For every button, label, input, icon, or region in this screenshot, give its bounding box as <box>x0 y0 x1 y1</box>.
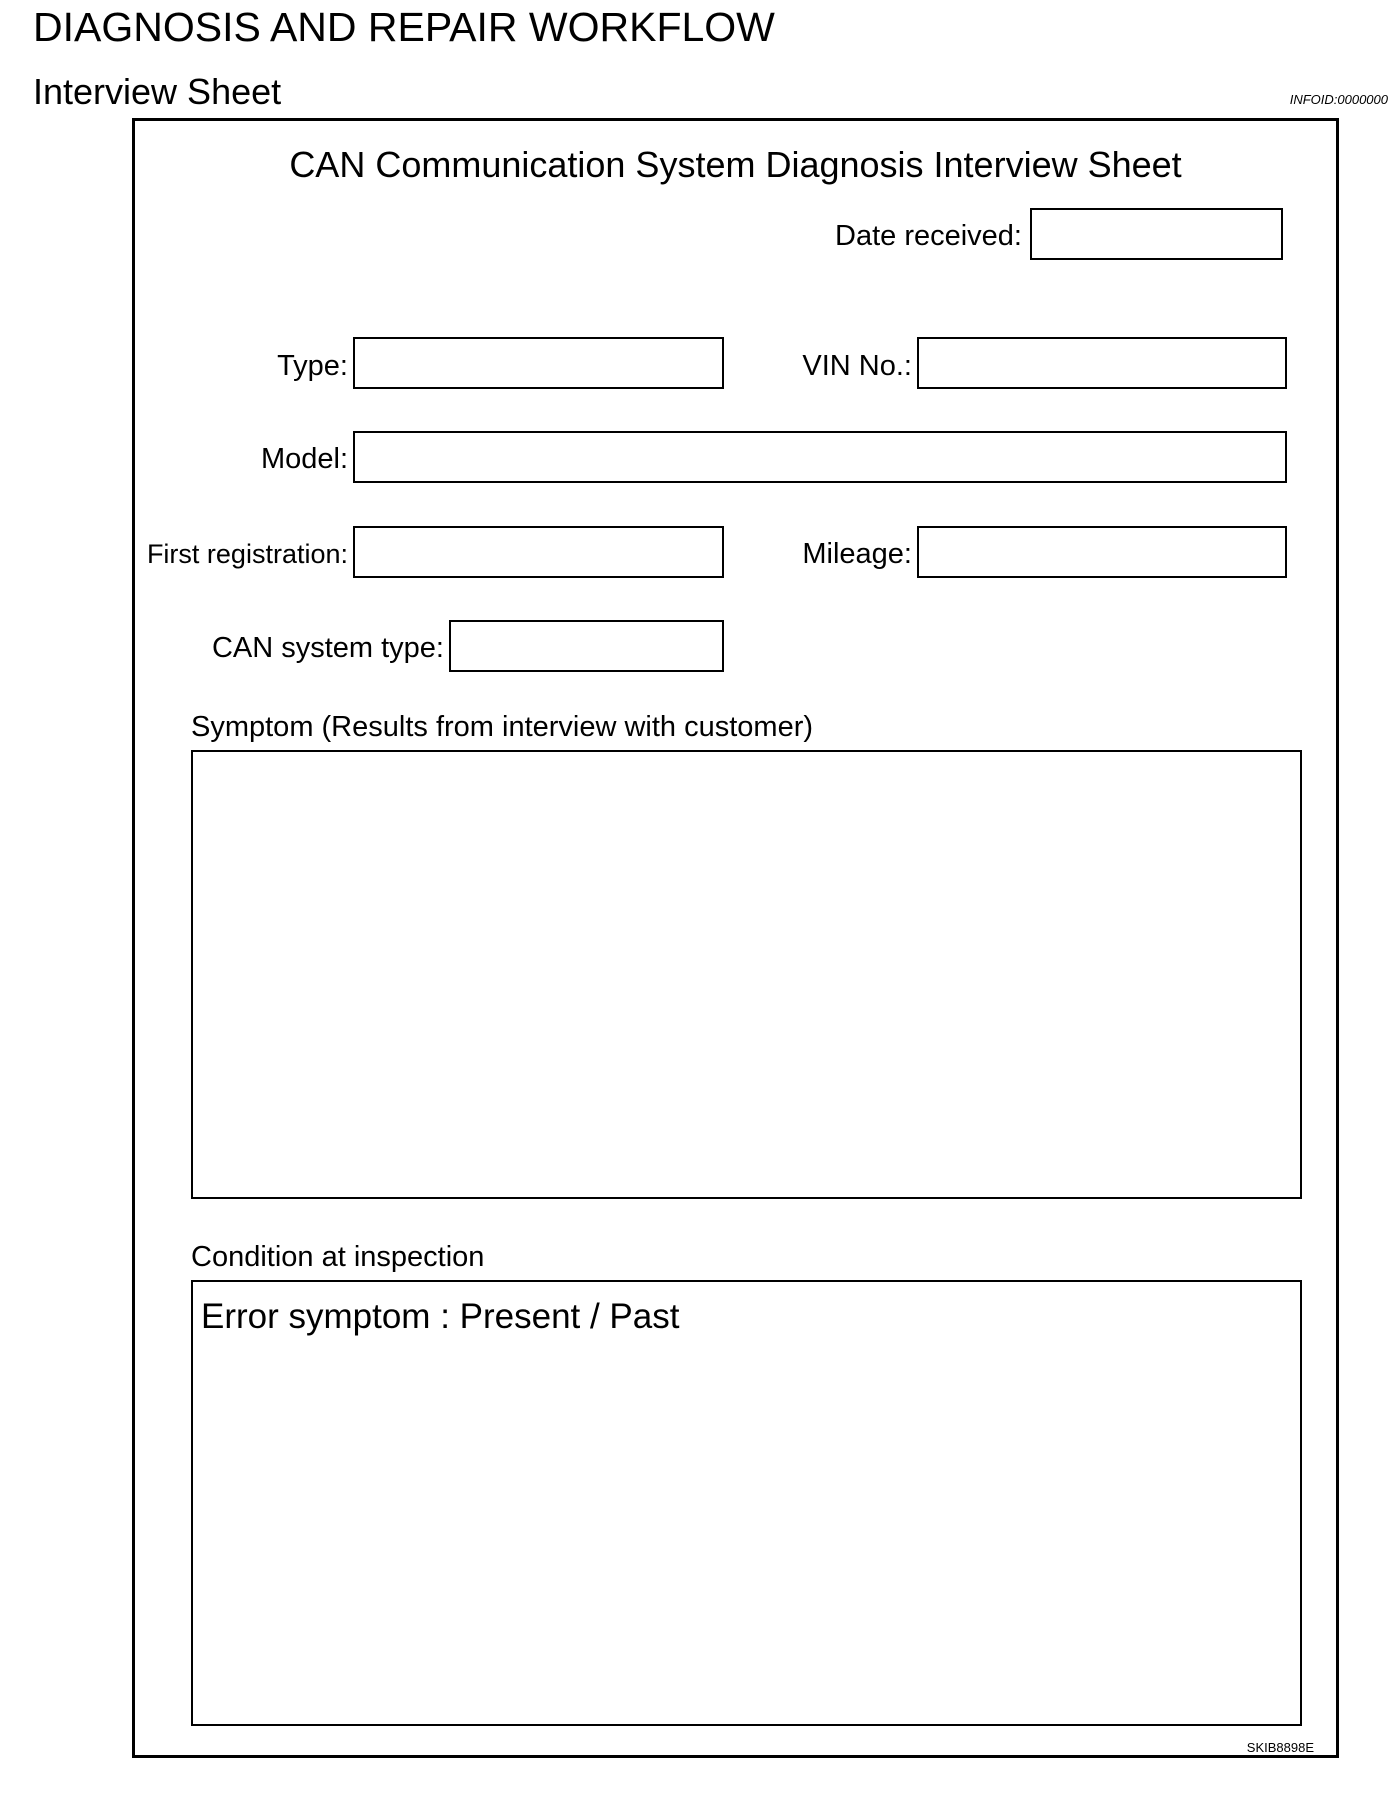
vin-label: VIN No.: <box>802 350 912 382</box>
symptom-textarea[interactable] <box>191 750 1302 1199</box>
mileage-label: Mileage: <box>802 538 912 570</box>
model-label: Model: <box>260 443 348 475</box>
sheet-title: CAN Communication System Diagnosis Interview Sheet <box>289 144 1182 185</box>
mileage-field[interactable] <box>917 526 1287 578</box>
condition-box[interactable] <box>191 1280 1302 1726</box>
can-system-type-field[interactable] <box>449 620 724 672</box>
symptom-label: Symptom (Results from interview with customer) <box>191 711 814 743</box>
model-field[interactable] <box>353 431 1287 483</box>
page-title: DIAGNOSIS AND REPAIR WORKFLOW <box>33 4 775 50</box>
date-received-label: Date received: <box>835 220 1022 252</box>
first-registration-label: First registration: <box>146 539 348 569</box>
condition-label: Condition at inspection <box>191 1241 485 1273</box>
first-registration-field[interactable] <box>353 526 724 578</box>
type-field[interactable] <box>353 337 724 389</box>
section-title: Interview Sheet <box>33 71 282 112</box>
vin-field[interactable] <box>917 337 1287 389</box>
date-received-field[interactable] <box>1030 208 1283 260</box>
error-symptom-text: Error symptom : Present / Past <box>201 1297 680 1336</box>
figure-code: SKIB8898E <box>1246 1740 1314 1755</box>
info-id: INFOID:0000000 <box>1289 92 1388 107</box>
type-label: Type: <box>277 350 348 382</box>
can-system-type-label: CAN system type: <box>211 632 444 664</box>
